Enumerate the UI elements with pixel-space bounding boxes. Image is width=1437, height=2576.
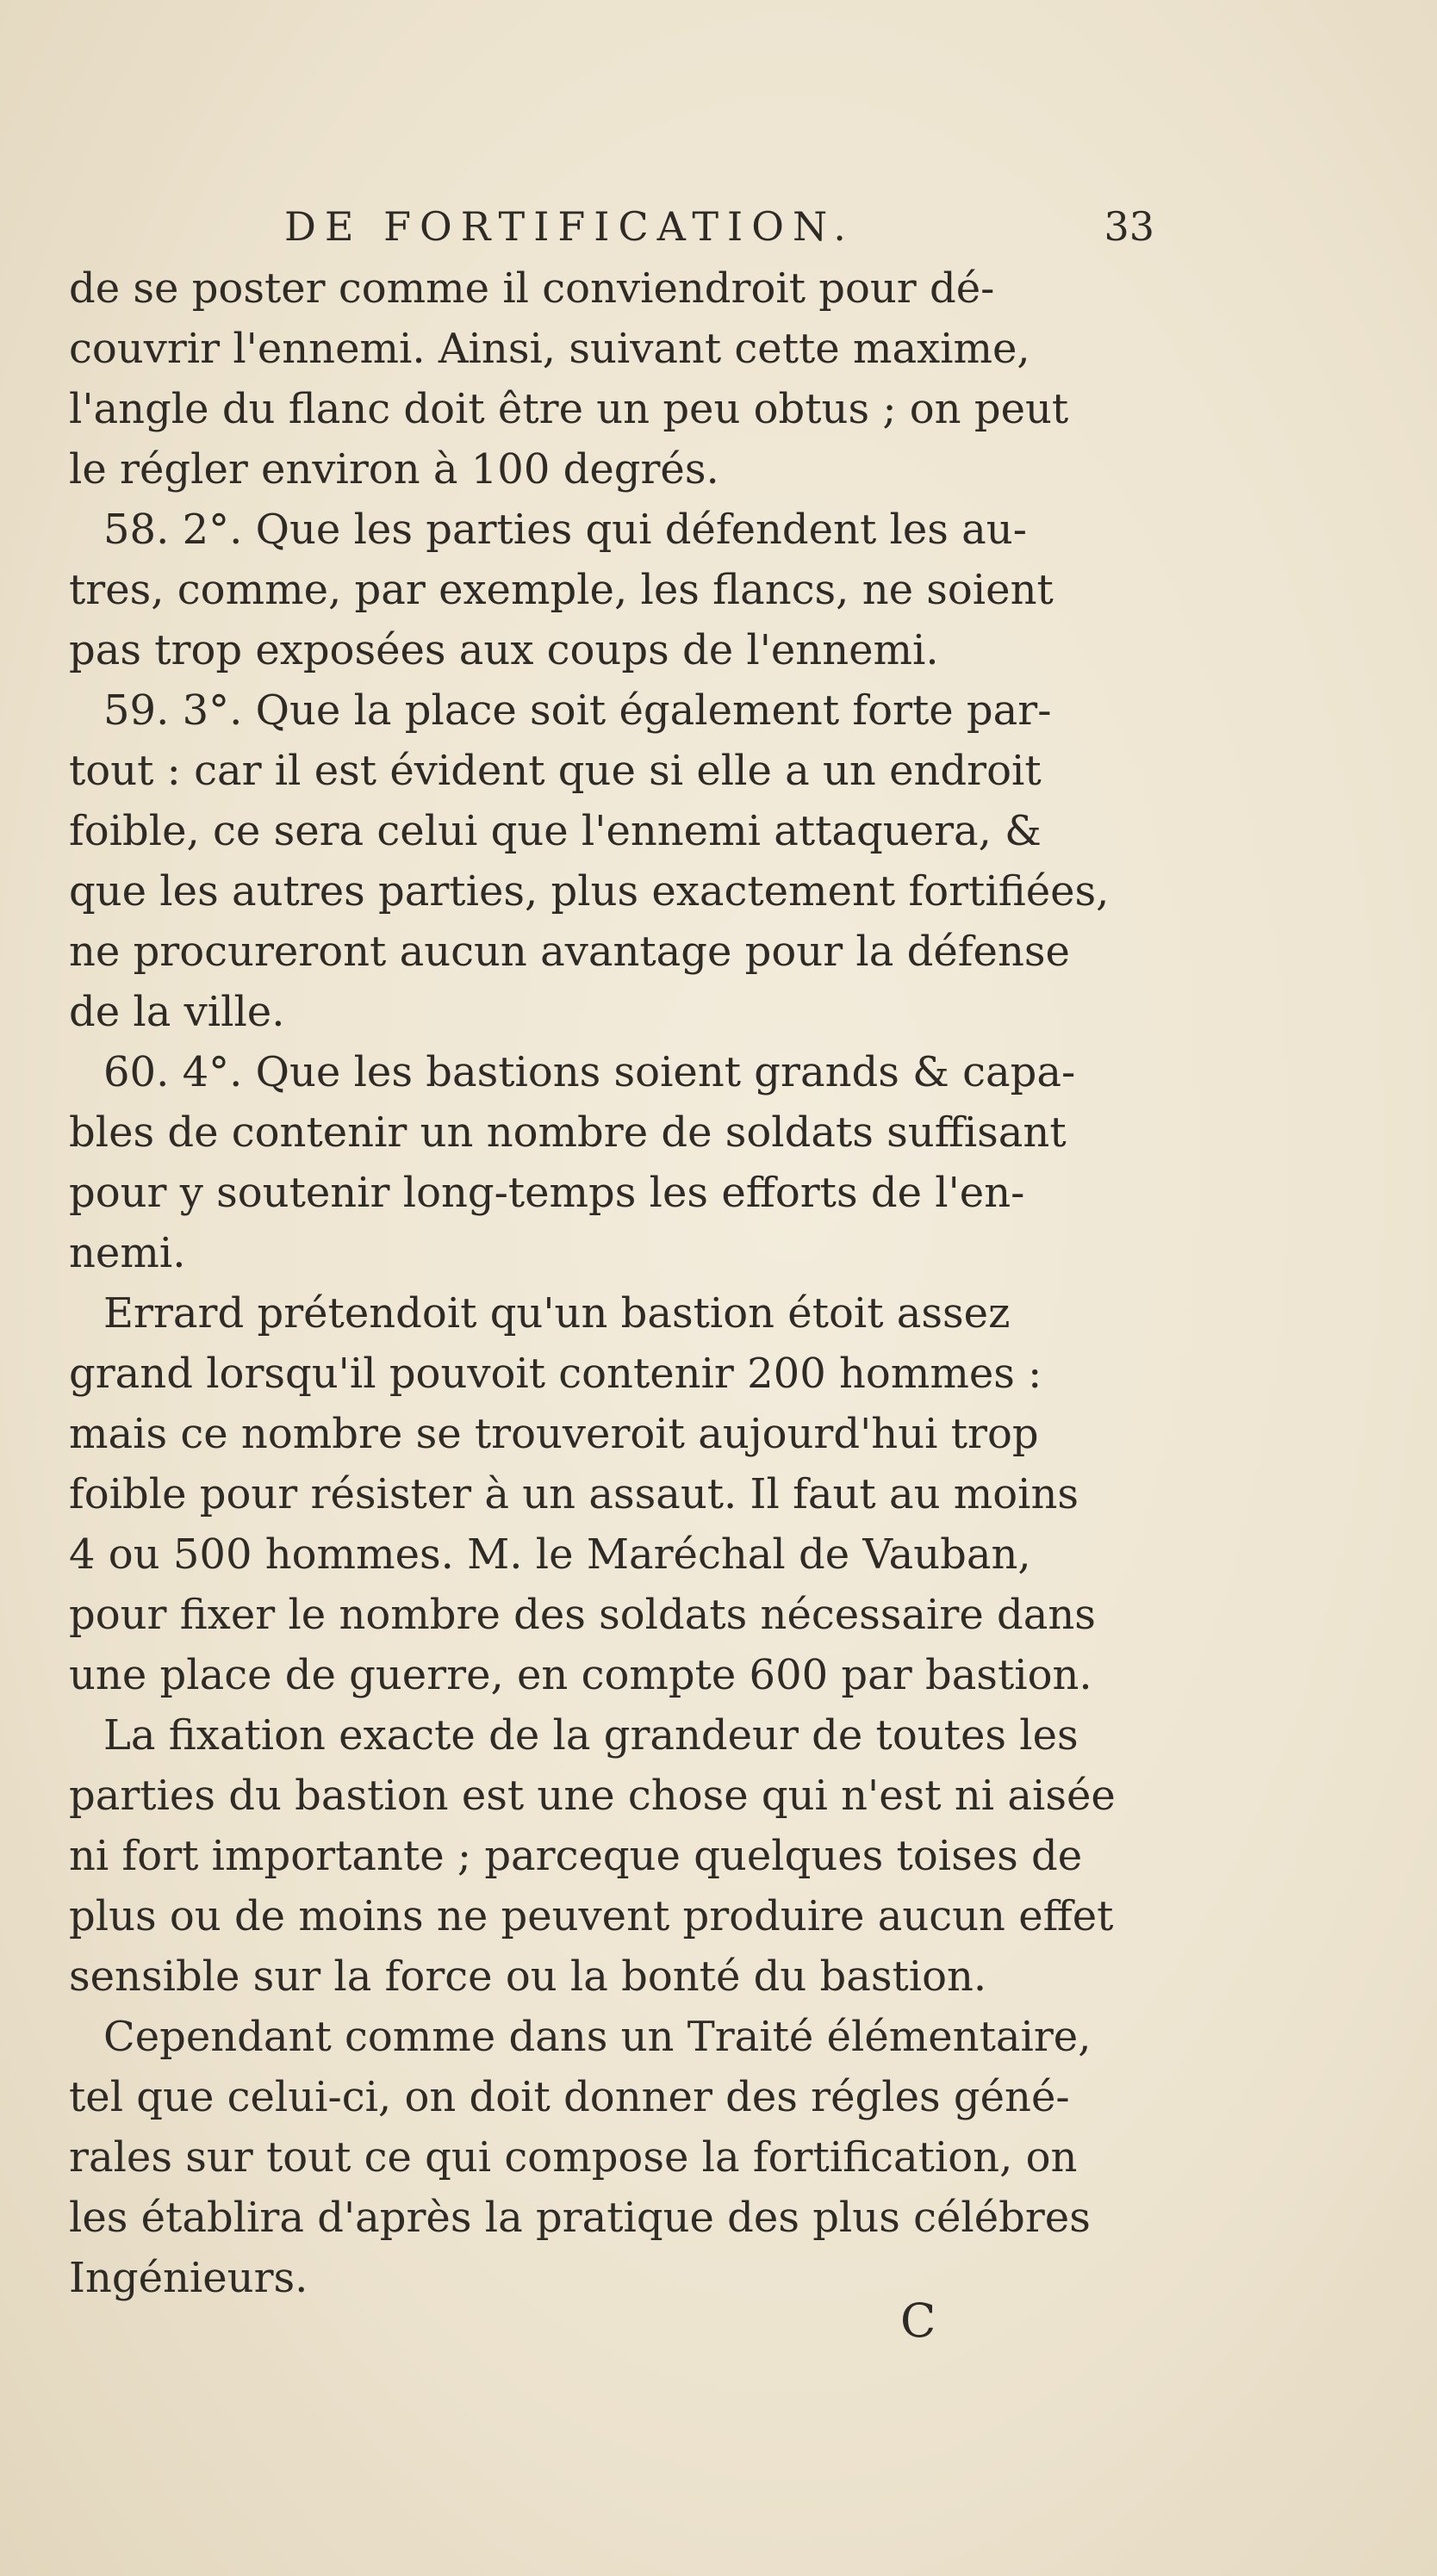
text-line: 4 ou 500 hommes. M. le Maréchal de Vauban,: [69, 1530, 1031, 1579]
text-line: ni fort importante ; parceque quelques toises de: [69, 1832, 1083, 1880]
text-line: de la ville.: [69, 988, 285, 1036]
text-line: 58. 2°. Que les parties qui défendent les au-: [103, 506, 1027, 554]
text-line: grand lorsqu'il pouvoit contenir 200 hommes :: [69, 1350, 1042, 1398]
text-line: les établira d'après la pratique des plus célébres: [69, 2194, 1091, 2242]
running-title: DE FORTIFICATION.: [284, 203, 855, 250]
text-line: sensible sur la force ou la bonté du bastion.: [69, 1952, 987, 2001]
text-line: parties du bastion est une chose qui n'est ni aisée: [69, 1772, 1116, 1820]
text-line: tel que celui-ci, on doit donner des régles géné-: [69, 2073, 1070, 2121]
text-line: couvrir l'ennemi. Ainsi, suivant cette maxime,: [69, 325, 1030, 373]
text-line: ne procureront aucun avantage pour la défense: [69, 928, 1070, 976]
text-line: foible, ce sera celui que l'ennemi attaquera, &: [69, 807, 1042, 855]
text-line: Ingénieurs.: [69, 2254, 308, 2302]
text-line: foible pour résister à un assaut. Il faut au moins: [69, 1470, 1079, 1518]
text-line: Cependant comme dans un Traité élémentaire,: [103, 2013, 1092, 2061]
text-line: une place de guerre, en compte 600 par bastion.: [69, 1651, 1092, 1699]
running-head: [69, 196, 1154, 257]
text-line: rales sur tout ce qui compose la fortification, on: [69, 2133, 1078, 2182]
text-line: tres, comme, par exemple, les flancs, ne soient: [69, 566, 1054, 614]
text-line: La fixation exacte de la grandeur de toutes les: [103, 1711, 1079, 1760]
text-line: plus ou de moins ne peuvent produire aucun effet: [69, 1892, 1114, 1940]
text-line: l'angle du flanc doit être un peu obtus ; on peut: [69, 385, 1069, 433]
text-line: pour y soutenir long-temps les efforts de l'en-: [69, 1169, 1025, 1217]
text-line: 60. 4°. Que les bastions soient grands & capa-: [103, 1048, 1076, 1096]
page-number: 33: [1104, 203, 1154, 250]
text-line: 59. 3°. Que la place soit également forte par-: [103, 686, 1052, 735]
text-line: que les autres parties, plus exactement fortifiées,: [69, 867, 1110, 916]
text-line: de se poster comme il conviendroit pour dé-: [69, 264, 995, 313]
text-line: pour fixer le nombre des soldats nécessaire dans: [69, 1591, 1096, 1639]
text-line: mais ce nombre se trouveroit aujourd'hui trop: [69, 1410, 1039, 1458]
signature-mark: C: [900, 2294, 936, 2348]
text-line: le régler environ à 100 degrés.: [69, 445, 719, 493]
text-line: Errard prétendoit qu'un bastion étoit assez: [103, 1289, 1011, 1338]
text-line: tout : car il est évident que si elle a un endroit: [69, 747, 1042, 795]
text-line: bles de contenir un nombre de soldats suffisant: [69, 1108, 1067, 1157]
text-line: nemi.: [69, 1229, 186, 1277]
text-line: pas trop exposées aux coups de l'ennemi.: [69, 626, 939, 674]
